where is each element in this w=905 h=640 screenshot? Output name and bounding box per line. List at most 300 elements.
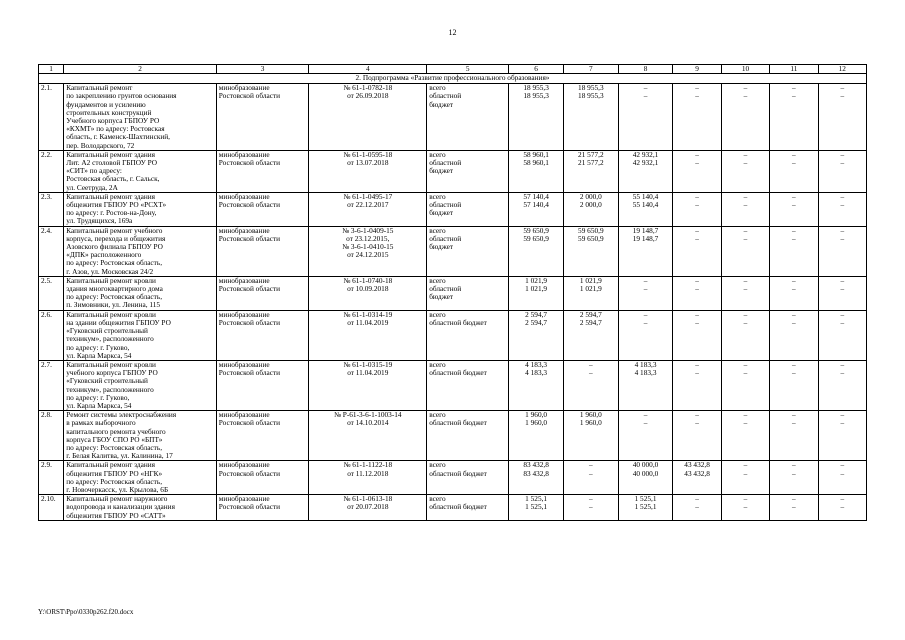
- header-col-12: 12: [818, 65, 866, 74]
- org-line: минобразование: [218, 83, 270, 93]
- doc-line: № 61-1-1122-18: [343, 460, 393, 470]
- value-c8: [618, 276, 673, 310]
- table-row: [39, 276, 867, 310]
- c12-line: –: [840, 502, 845, 512]
- doc-line: от 20.07.2018: [347, 502, 389, 512]
- c11-line: –: [792, 276, 796, 285]
- org-line: минобразование: [218, 226, 270, 235]
- src-line: областной бюджет: [429, 468, 487, 478]
- header-col-11: 11: [770, 65, 818, 74]
- funding-source: [427, 192, 509, 226]
- doc-line: от 11.04.2019: [347, 368, 389, 378]
- doc-line: № 61-1-0613-18: [343, 494, 393, 504]
- responsible-org: [216, 150, 309, 192]
- value-c8: [618, 150, 673, 192]
- c11-line: –: [792, 192, 796, 201]
- src-line: всего: [429, 460, 446, 470]
- program-table: [38, 64, 867, 521]
- c11-line: –: [792, 317, 796, 327]
- value-c6: [509, 461, 564, 495]
- value-c7: [563, 310, 618, 360]
- src-line: всего: [429, 150, 446, 159]
- doc-line: от 11.04.2019: [347, 317, 389, 327]
- value-c9: [673, 411, 721, 461]
- name-line: по закреплению грунтов основания: [66, 91, 177, 101]
- value-c9: [673, 461, 721, 495]
- c12-line: –: [840, 158, 845, 168]
- c8-line: –: [643, 418, 648, 428]
- name-line: Ремонт системы электроснабжения: [66, 410, 177, 420]
- responsible-org: [216, 360, 309, 410]
- c7-line: –: [588, 468, 593, 478]
- src-line: областной бюджет: [429, 317, 487, 327]
- expertise-document: [309, 461, 427, 495]
- doc-line: от 24.12.2015: [347, 250, 389, 260]
- measure-name: [64, 411, 217, 461]
- c12-line: –: [840, 233, 845, 243]
- c9-line: 43 432,8: [684, 460, 710, 470]
- expertise-document: [309, 495, 427, 521]
- c9-line: –: [695, 317, 699, 327]
- c8-line: 40 000,0: [632, 460, 659, 470]
- org-line: Ростовской области: [218, 233, 281, 243]
- c10-line: –: [743, 494, 748, 504]
- name-line: «Гуковский строительный: [66, 376, 148, 386]
- header-col-6: 6: [509, 65, 564, 74]
- c10-line: –: [743, 418, 748, 428]
- src-line: всего: [429, 83, 446, 93]
- src-line: всего: [429, 360, 446, 369]
- c8-line: –: [643, 310, 648, 319]
- value-c9: [673, 495, 721, 521]
- c8-line: 40 000,0: [632, 468, 659, 478]
- doc-line: от 11.12.2018: [347, 468, 389, 478]
- value-c11: [770, 411, 818, 461]
- value-c6: [509, 150, 564, 192]
- table-row: [39, 411, 867, 461]
- src-line: бюджет: [429, 208, 454, 218]
- page-number: 12: [448, 28, 457, 37]
- c12-line: –: [840, 360, 845, 369]
- value-c7: [563, 226, 618, 276]
- c6-line: 4 183,3: [525, 368, 548, 378]
- header-col-5: 5: [427, 65, 509, 74]
- c10-line: –: [743, 368, 748, 378]
- value-c10: [721, 192, 769, 226]
- c7-line: 2 594,7: [579, 317, 602, 327]
- header-col-3: 3: [216, 65, 309, 74]
- value-c12: [818, 411, 866, 461]
- name-line: по адресу: Ростовская область,: [66, 476, 163, 486]
- value-c6: [509, 276, 564, 310]
- row-number: 2.8.: [39, 411, 64, 461]
- c11-line: –: [792, 460, 796, 470]
- c12-line: –: [840, 276, 845, 285]
- c11-line: –: [792, 410, 796, 420]
- org-line: минобразование: [218, 192, 270, 201]
- funding-source: [427, 226, 509, 276]
- value-c11: [770, 360, 818, 410]
- c6-line: 1 021,9: [525, 284, 548, 294]
- value-c11: [770, 150, 818, 192]
- measure-name: [64, 461, 217, 495]
- c8-line: 55 140,4: [632, 192, 659, 201]
- c11-line: –: [792, 83, 796, 93]
- name-line: по адресу: Ростовская область,: [66, 442, 163, 452]
- c9-line: –: [695, 360, 699, 369]
- doc-line: № 61-1-0314-19: [343, 310, 393, 319]
- header-col-9: 9: [673, 65, 721, 74]
- value-c11: [770, 226, 818, 276]
- c11-line: –: [792, 468, 796, 478]
- c8-line: 42 932,1: [632, 150, 659, 159]
- src-line: областной: [429, 233, 462, 243]
- org-line: минобразование: [218, 150, 270, 159]
- expertise-document: [309, 276, 427, 310]
- value-c8: [618, 495, 673, 521]
- value-c9: [673, 360, 721, 410]
- expertise-document: [309, 360, 427, 410]
- doc-line: № Р-61-3-6-1-1003-14: [334, 410, 402, 420]
- c10-line: –: [743, 317, 748, 327]
- c8-line: 19 148,7: [632, 233, 659, 243]
- c10-line: –: [743, 150, 748, 159]
- c11-line: –: [792, 502, 796, 512]
- name-line: на здании общежития ГБПОУ РО: [66, 317, 171, 327]
- doc-line: от 13.07.2018: [347, 158, 389, 168]
- value-c6: [509, 310, 564, 360]
- c10-line: –: [743, 276, 748, 285]
- value-c10: [721, 84, 769, 151]
- funding-source: [427, 310, 509, 360]
- c11-line: –: [792, 494, 796, 504]
- name-line: учебного корпуса ГБПОУ РО: [66, 368, 158, 378]
- name-line: фундаментов и усилению: [66, 99, 146, 109]
- c12-line: –: [840, 410, 845, 420]
- c10-line: –: [743, 158, 748, 168]
- name-line: по адресу: г. Ростов-на-Дону,: [66, 208, 157, 218]
- c12-line: –: [840, 468, 845, 478]
- value-c7: [563, 150, 618, 192]
- name-line: ул. Сеетруда, 2А: [66, 182, 118, 192]
- c8-line: 55 140,4: [632, 200, 659, 210]
- value-c9: [673, 84, 721, 151]
- value-c12: [818, 310, 866, 360]
- src-line: областной бюджет: [429, 418, 487, 428]
- value-c7: [563, 461, 618, 495]
- org-line: минобразование: [218, 460, 270, 470]
- expertise-document: [309, 310, 427, 360]
- value-c10: [721, 276, 769, 310]
- c11-line: –: [792, 158, 796, 168]
- src-line: областной: [429, 284, 462, 294]
- c11-line: –: [792, 310, 796, 319]
- c9-line: –: [695, 494, 699, 504]
- org-line: минобразование: [218, 276, 270, 285]
- name-line: Ростовская область, г. Сальск,: [66, 174, 160, 184]
- value-c7: [563, 360, 618, 410]
- value-c10: [721, 495, 769, 521]
- c9-line: –: [695, 200, 699, 210]
- row-number: 2.6.: [39, 310, 64, 360]
- c10-line: –: [743, 83, 748, 93]
- value-c9: [673, 226, 721, 276]
- subprogram-title: 2. Подпрограмма «Развитие профессионального образования»: [39, 74, 867, 84]
- src-line: бюджет: [429, 242, 454, 252]
- value-c11: [770, 495, 818, 521]
- c6-line: 59 650,9: [523, 233, 549, 243]
- row-number: 2.3.: [39, 192, 64, 226]
- funding-source: [427, 84, 509, 151]
- c12-line: –: [840, 368, 845, 378]
- name-line: Капитальный ремонт кровли: [66, 310, 156, 319]
- value-c9: [673, 150, 721, 192]
- expertise-document: [309, 150, 427, 192]
- org-line: Ростовской области: [218, 91, 281, 101]
- c12-line: –: [840, 192, 845, 201]
- header-col-4: 4: [309, 65, 427, 74]
- row-number: 2.7.: [39, 360, 64, 410]
- c10-line: –: [743, 226, 748, 235]
- name-line: Капитальный ремонт кровли: [66, 276, 156, 285]
- file-path-footer: Y:\ORST\Ppo\0330p262.f20.docx: [38, 608, 134, 616]
- name-line: Капитальный ремонт здания: [66, 460, 155, 470]
- org-line: Ростовской области: [218, 284, 281, 294]
- responsible-org: [216, 461, 309, 495]
- src-line: областной: [429, 158, 462, 168]
- c7-line: 2 000,0: [579, 192, 602, 201]
- value-c7: [563, 276, 618, 310]
- org-line: минобразование: [218, 494, 270, 504]
- doc-line: от 10.09.2018: [347, 284, 389, 294]
- value-c12: [818, 84, 866, 151]
- value-c10: [721, 360, 769, 410]
- c9-line: –: [695, 83, 699, 93]
- c7-line: 18 955,3: [578, 91, 604, 101]
- value-c11: [770, 192, 818, 226]
- c12-line: –: [840, 460, 845, 470]
- name-line: строительных конструкций: [66, 107, 152, 117]
- c9-line: –: [695, 91, 699, 101]
- name-line: Учебного корпуса ГБПОУ РО: [66, 116, 160, 126]
- table-row: [39, 226, 867, 276]
- c8-line: 4 183,3: [634, 368, 657, 378]
- row-number: 2.4.: [39, 226, 64, 276]
- c9-line: –: [695, 150, 699, 159]
- value-c10: [721, 150, 769, 192]
- value-c12: [818, 461, 866, 495]
- name-line: техникум», расположенного: [66, 334, 154, 344]
- name-line: Капитальный ремонт: [66, 83, 133, 93]
- name-line: Азовского филиала ГБПОУ РО: [66, 242, 163, 252]
- c12-line: –: [840, 310, 845, 319]
- c7-line: 18 955,3: [578, 83, 604, 93]
- c9-line: –: [695, 310, 699, 319]
- c10-line: –: [743, 410, 748, 420]
- org-line: Ростовской области: [218, 468, 281, 478]
- value-c9: [673, 192, 721, 226]
- c6-line: 1 525,1: [525, 494, 548, 504]
- value-c8: [618, 411, 673, 461]
- c10-line: –: [743, 502, 748, 512]
- value-c8: [618, 360, 673, 410]
- value-c6: [509, 411, 564, 461]
- c7-line: 1 960,0: [579, 410, 602, 420]
- c9-line: –: [695, 226, 699, 235]
- c10-line: –: [743, 310, 748, 319]
- c12-line: –: [840, 418, 845, 428]
- c9-line: –: [695, 192, 699, 201]
- name-line: по адресу: г. Гуково,: [66, 392, 130, 402]
- c9-line: –: [695, 233, 699, 243]
- value-c8: [618, 84, 673, 151]
- c9-line: 43 432,8: [684, 468, 710, 478]
- funding-source: [427, 411, 509, 461]
- name-line: Капитальный ремонт наружного: [66, 494, 168, 504]
- row-number: 2.2.: [39, 150, 64, 192]
- c9-line: –: [695, 502, 699, 512]
- c11-line: –: [792, 150, 796, 159]
- value-c9: [673, 310, 721, 360]
- name-line: Капитальный ремонт здания: [66, 150, 155, 159]
- table-row: [39, 461, 867, 495]
- c6-line: 83 432,8: [523, 460, 549, 470]
- c8-line: –: [643, 284, 648, 294]
- responsible-org: [216, 411, 309, 461]
- header-col-10: 10: [721, 65, 769, 74]
- name-line: п. Зимовники, ул. Ленина, 115: [66, 300, 161, 310]
- name-line: Капитальный ремонт здания: [66, 192, 155, 201]
- c10-line: –: [743, 360, 748, 369]
- c8-line: –: [643, 276, 648, 285]
- value-c11: [770, 310, 818, 360]
- header-row: [39, 65, 867, 74]
- responsible-org: [216, 192, 309, 226]
- measure-name: [64, 226, 217, 276]
- name-line: ул. Карла Маркса, 54: [66, 350, 132, 360]
- c11-line: –: [792, 226, 796, 235]
- c8-line: 1 525,1: [634, 502, 657, 512]
- c12-line: –: [840, 494, 845, 504]
- name-line: по адресу: г. Гуково,: [66, 342, 130, 352]
- expertise-document: [309, 84, 427, 151]
- value-c8: [618, 461, 673, 495]
- org-line: Ростовской области: [218, 158, 281, 168]
- value-c12: [818, 150, 866, 192]
- value-c6: [509, 192, 564, 226]
- org-line: минобразование: [218, 360, 270, 369]
- src-line: областной: [429, 91, 462, 101]
- header-col-8: 8: [618, 65, 673, 74]
- name-line: «СИТ» по адресу:: [66, 166, 122, 176]
- c9-line: –: [695, 418, 699, 428]
- name-line: Лит. А2 столовой ГБПОУ РО: [66, 158, 158, 168]
- c6-line: 59 650,9: [523, 226, 549, 235]
- table-row: [39, 84, 867, 151]
- c10-line: –: [743, 91, 748, 101]
- name-line: по адресу: Ростовская область,: [66, 258, 163, 268]
- measure-name: [64, 310, 217, 360]
- value-c6: [509, 84, 564, 151]
- c7-line: –: [588, 460, 593, 470]
- c10-line: –: [743, 284, 748, 294]
- c6-line: 1 960,0: [525, 410, 548, 420]
- c6-line: 4 183,3: [525, 360, 548, 369]
- c11-line: –: [792, 418, 796, 428]
- c7-line: 21 577,2: [578, 158, 604, 168]
- c7-line: 1 960,0: [579, 418, 602, 428]
- name-line: «КХМТ» по адресу: Ростовская: [66, 124, 165, 134]
- c11-line: –: [792, 200, 796, 210]
- c12-line: –: [840, 83, 845, 93]
- c6-line: 57 140,4: [523, 192, 549, 201]
- src-line: областной бюджет: [429, 368, 487, 378]
- value-c10: [721, 411, 769, 461]
- name-line: пер. Володарского, 72: [66, 140, 135, 150]
- doc-line: от 22.12.2017: [347, 200, 389, 210]
- name-line: «ДПК» расположенного: [66, 250, 142, 260]
- c7-line: 59 650,9: [578, 233, 604, 243]
- c9-line: –: [695, 410, 699, 420]
- c8-line: –: [643, 83, 648, 93]
- row-number: 2.9.: [39, 461, 64, 495]
- c7-line: 21 577,2: [578, 150, 604, 159]
- expertise-document: [309, 226, 427, 276]
- c12-line: –: [840, 91, 845, 101]
- c9-line: –: [695, 276, 699, 285]
- doc-line: № 61-1-0782-18: [343, 83, 393, 93]
- value-c7: [563, 192, 618, 226]
- org-line: минобразование: [218, 410, 270, 420]
- c8-line: –: [643, 317, 648, 327]
- value-c12: [818, 226, 866, 276]
- src-line: всего: [429, 192, 446, 201]
- name-line: техникум», расположенного: [66, 384, 154, 394]
- c8-line: –: [643, 410, 648, 420]
- c8-line: 4 183,3: [634, 360, 657, 369]
- c7-line: 1 021,9: [579, 284, 602, 294]
- table-row: [39, 360, 867, 410]
- value-c8: [618, 310, 673, 360]
- measure-name: [64, 276, 217, 310]
- measure-name: [64, 150, 217, 192]
- value-c11: [770, 461, 818, 495]
- responsible-org: [216, 276, 309, 310]
- c7-line: 2 594,7: [579, 310, 602, 319]
- value-c10: [721, 310, 769, 360]
- header-col-1: 1: [39, 65, 64, 74]
- responsible-org: [216, 310, 309, 360]
- name-line: область, г. Каменск-Шахтинский,: [66, 132, 170, 142]
- c10-line: –: [743, 200, 748, 210]
- funding-source: [427, 461, 509, 495]
- c8-line: 42 932,1: [632, 158, 659, 168]
- name-line: водопровода и канализации здания: [66, 502, 175, 512]
- org-line: минобразование: [218, 310, 270, 319]
- name-line: здания многоквартирного дома: [66, 284, 163, 294]
- table-row: [39, 150, 867, 192]
- c11-line: –: [792, 284, 796, 294]
- value-c9: [673, 276, 721, 310]
- responsible-org: [216, 84, 309, 151]
- c9-line: –: [695, 158, 699, 168]
- value-c7: [563, 411, 618, 461]
- c7-line: –: [588, 502, 593, 512]
- name-line: ул. Трудящихся, 169а: [66, 216, 133, 226]
- c6-line: 83 432,8: [523, 468, 549, 478]
- value-c12: [818, 495, 866, 521]
- responsible-org: [216, 495, 309, 521]
